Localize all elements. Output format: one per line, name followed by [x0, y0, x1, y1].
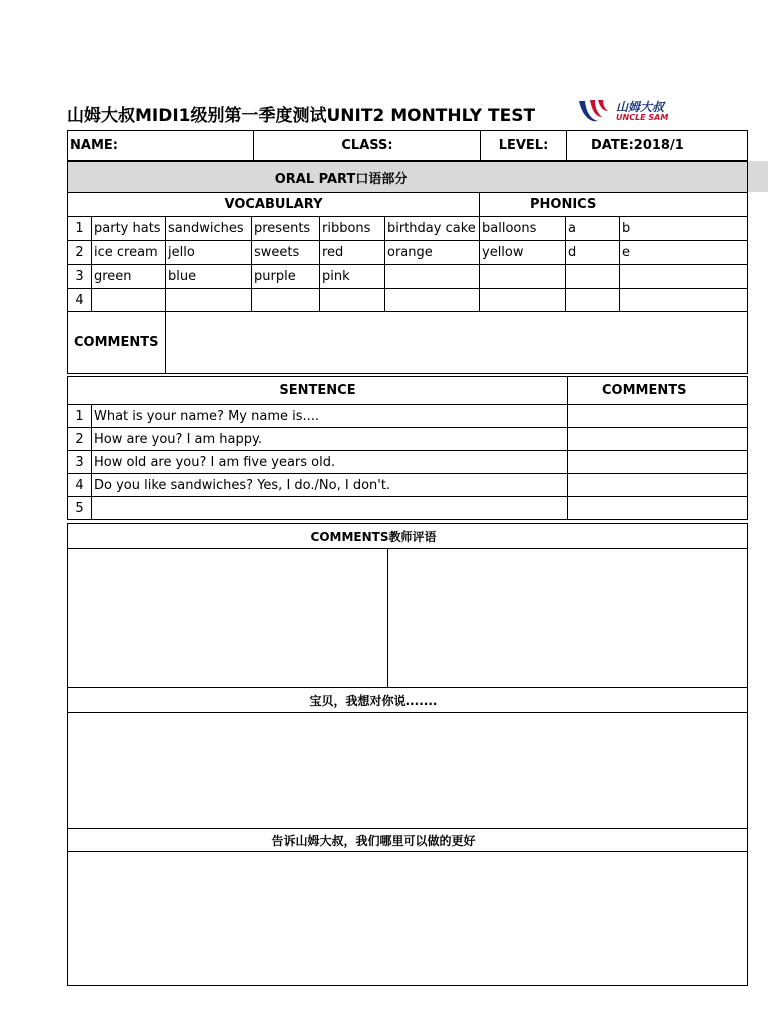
message-area[interactable] — [68, 713, 748, 829]
vocab-cell: sandwiches — [166, 217, 252, 241]
info-table — [67, 130, 748, 161]
sentence-text: How are you? I am happy. — [92, 428, 568, 451]
sentence-comment-cell[interactable] — [568, 451, 748, 474]
vocab-row — [68, 217, 748, 241]
sentence-comment-cell[interactable] — [568, 405, 748, 428]
sentence-text: How old are you? I am five years old. — [92, 451, 568, 474]
vocab-cell: jello — [166, 241, 252, 265]
vocab-cell: red — [320, 241, 385, 265]
logo-mark-icon — [576, 97, 612, 127]
vocab-cell — [92, 289, 166, 312]
sentence-comment-cell[interactable] — [568, 428, 748, 451]
vocab-row — [68, 241, 748, 265]
uncle-sam-logo — [576, 97, 678, 127]
phonics-cell: d — [566, 241, 620, 265]
sentence-comment-cell[interactable] — [568, 474, 748, 497]
logo-chinese-text: 山姆大叔 — [616, 100, 665, 114]
sentence-row — [68, 428, 748, 451]
message-heading: 宝贝，我想对你说....... — [68, 688, 748, 713]
sentence-row — [68, 497, 748, 520]
name-label: NAME: — [68, 131, 254, 161]
sentence-row — [68, 405, 748, 428]
sentence-text: Do you like sandwiches? Yes, I do./No, I don't. — [92, 474, 568, 497]
level-label: LEVEL: — [481, 131, 567, 161]
phonics-cell — [566, 289, 620, 312]
vocab-cell: balloons — [480, 217, 566, 241]
row-number: 4 — [68, 289, 92, 312]
phonics-heading: PHONICS — [480, 193, 748, 217]
message-table — [67, 687, 748, 829]
date-label: DATE:2018/1 — [567, 131, 748, 161]
vocab-cell: party hats — [92, 217, 166, 241]
vocab-cell: sweets — [252, 241, 320, 265]
vocab-cell: orange — [385, 241, 480, 265]
vocab-row — [68, 265, 748, 289]
vocab-cell: birthday cake — [385, 217, 480, 241]
vocab-cell: blue — [166, 265, 252, 289]
vocab-cell — [320, 289, 385, 312]
page-title: 山姆大叔MIDI1级别第一季度测试UNIT2 MONTHLY TEST — [67, 106, 536, 126]
sentence-row — [68, 474, 748, 497]
vocab-cell — [480, 265, 566, 289]
row-number: 5 — [68, 497, 92, 520]
teacher-comments-right-area[interactable] — [388, 549, 748, 688]
test-sheet — [67, 95, 687, 986]
vocab-cell — [166, 289, 252, 312]
phonics-cell — [620, 289, 748, 312]
row-number: 2 — [68, 241, 92, 265]
teacher-comments-table — [67, 523, 748, 688]
row-number: 2 — [68, 428, 92, 451]
vocab-cell: green — [92, 265, 166, 289]
sentence-text — [92, 497, 568, 520]
phonics-cell: b — [620, 217, 748, 241]
feedback-heading: 告诉山姆大叔，我们哪里可以做的更好 — [68, 829, 748, 852]
oral-table — [67, 161, 748, 374]
vocab-cell — [385, 265, 480, 289]
class-label: CLASS: — [254, 131, 481, 161]
oral-part-heading: ORAL PART口语部分 — [68, 162, 748, 193]
vocabulary-heading: VOCABULARY — [68, 193, 480, 217]
vocab-cell: ribbons — [320, 217, 385, 241]
feedback-area[interactable] — [68, 852, 748, 986]
row-number: 3 — [68, 265, 92, 289]
sentence-comment-cell[interactable] — [568, 497, 748, 520]
row-number: 3 — [68, 451, 92, 474]
vocab-cell: pink — [320, 265, 385, 289]
vocab-cell: presents — [252, 217, 320, 241]
sentence-row — [68, 451, 748, 474]
vocab-row — [68, 289, 748, 312]
sentence-table — [67, 376, 748, 520]
vocab-cell: yellow — [480, 241, 566, 265]
feedback-table — [67, 828, 748, 986]
vocab-cell — [252, 289, 320, 312]
title-row — [67, 95, 678, 130]
sentence-heading: SENTENCE — [68, 377, 568, 405]
sentence-text: What is your name? My name is.... — [92, 405, 568, 428]
phonics-cell: a — [566, 217, 620, 241]
phonics-cell: e — [620, 241, 748, 265]
teacher-comments-left-area[interactable] — [68, 549, 388, 688]
phonics-cell — [566, 265, 620, 289]
logo-english-text: UNCLE SAM — [616, 113, 669, 122]
row-number: 4 — [68, 474, 92, 497]
vocab-cell — [385, 289, 480, 312]
oral-comments-area[interactable] — [166, 312, 748, 374]
row-number: 1 — [68, 217, 92, 241]
row-number: 1 — [68, 405, 92, 428]
vocab-cell: ice cream — [92, 241, 166, 265]
vocab-cell: purple — [252, 265, 320, 289]
phonics-cell — [620, 265, 748, 289]
oral-comments-label: COMMENTS — [68, 312, 166, 374]
sentence-comments-heading: COMMENTS — [568, 377, 748, 405]
vocab-cell — [480, 289, 566, 312]
teacher-comments-heading: COMMENTS教师评语 — [68, 524, 748, 549]
